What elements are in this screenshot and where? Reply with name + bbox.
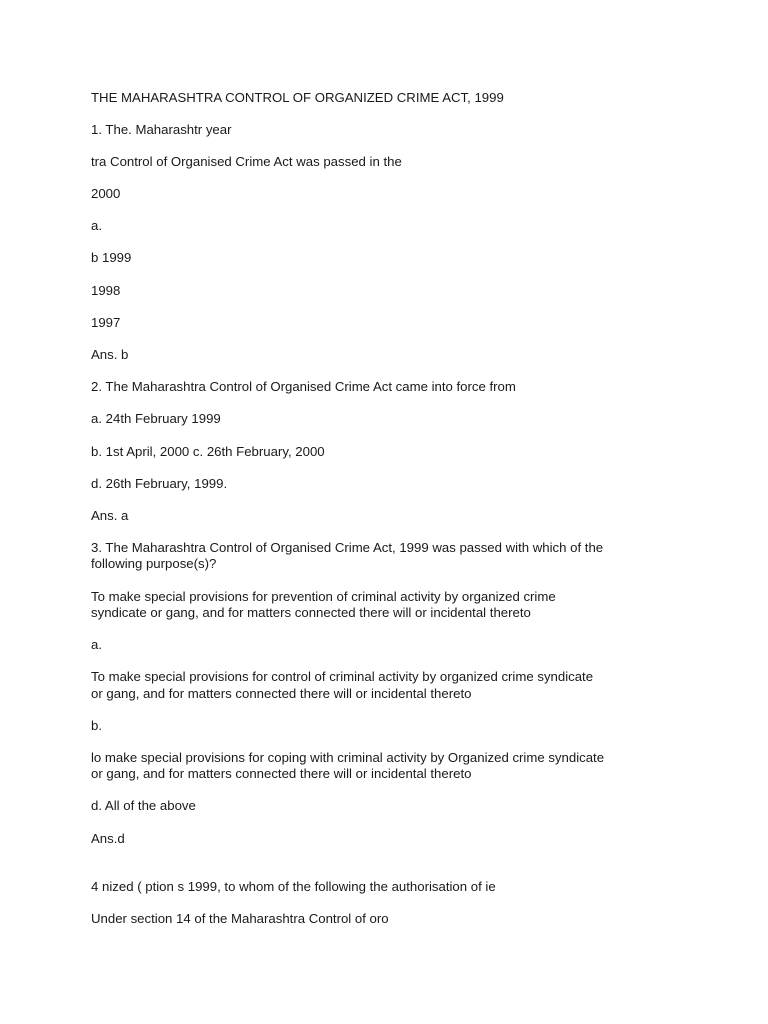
text-line: 2000: [91, 186, 121, 201]
question-line: 4 nized ( ption s 1999, to whom of the following the authorisation of ie: [91, 879, 496, 894]
question-line: following purpose(s)?: [91, 556, 217, 571]
text-line: tra Control of Organised Crime Act was passed in the: [91, 154, 402, 169]
option-line: a. 24th February 1999: [91, 411, 221, 426]
option-line: d. 26th February, 1999.: [91, 476, 228, 491]
option-label: a.: [91, 637, 102, 652]
option-text-line: To make special provisions for control of criminal activity by organized crime syndicate: [91, 669, 594, 684]
question-line: 2. The Maharashtra Control of Organised Crime Act came into force from: [91, 379, 516, 394]
option-text-line: or gang, and for matters connected there will or incidental thereto: [91, 766, 472, 781]
text-line: a.: [91, 218, 102, 233]
text-line: Under section 14 of the Maharashtra Control of oro: [91, 911, 389, 926]
document-title: THE MAHARASHTRA CONTROL OF ORGANIZED CRIME ACT, 1999: [91, 90, 504, 105]
option-line: b. 1st April, 2000 c. 26th February, 2000: [91, 444, 325, 459]
option-text-line: lo make special provisions for coping with criminal activity by Organized crime syndicate: [91, 750, 605, 765]
text-line: 1998: [91, 283, 121, 298]
question-line: 3. The Maharashtra Control of Organised Crime Act, 1999 was passed with which of the: [91, 540, 604, 555]
text-line: b 1999: [91, 250, 132, 265]
answer-line: Ans.d: [91, 831, 125, 846]
option-text-line: syndicate or gang, and for matters connected there will or incidental thereto: [91, 605, 531, 620]
answer-line: Ans. b: [91, 347, 129, 362]
option-text-line: or gang, and for matters connected there will or incidental thereto: [91, 686, 472, 701]
text-line: 1997: [91, 315, 121, 330]
text-line: 1. The. Maharashtr year: [91, 122, 232, 137]
answer-line: Ans. a: [91, 508, 129, 523]
option-line: d. All of the above: [91, 798, 196, 813]
option-label: b.: [91, 718, 102, 733]
option-text-line: To make special provisions for prevention of criminal activity by organized crime: [91, 589, 556, 604]
